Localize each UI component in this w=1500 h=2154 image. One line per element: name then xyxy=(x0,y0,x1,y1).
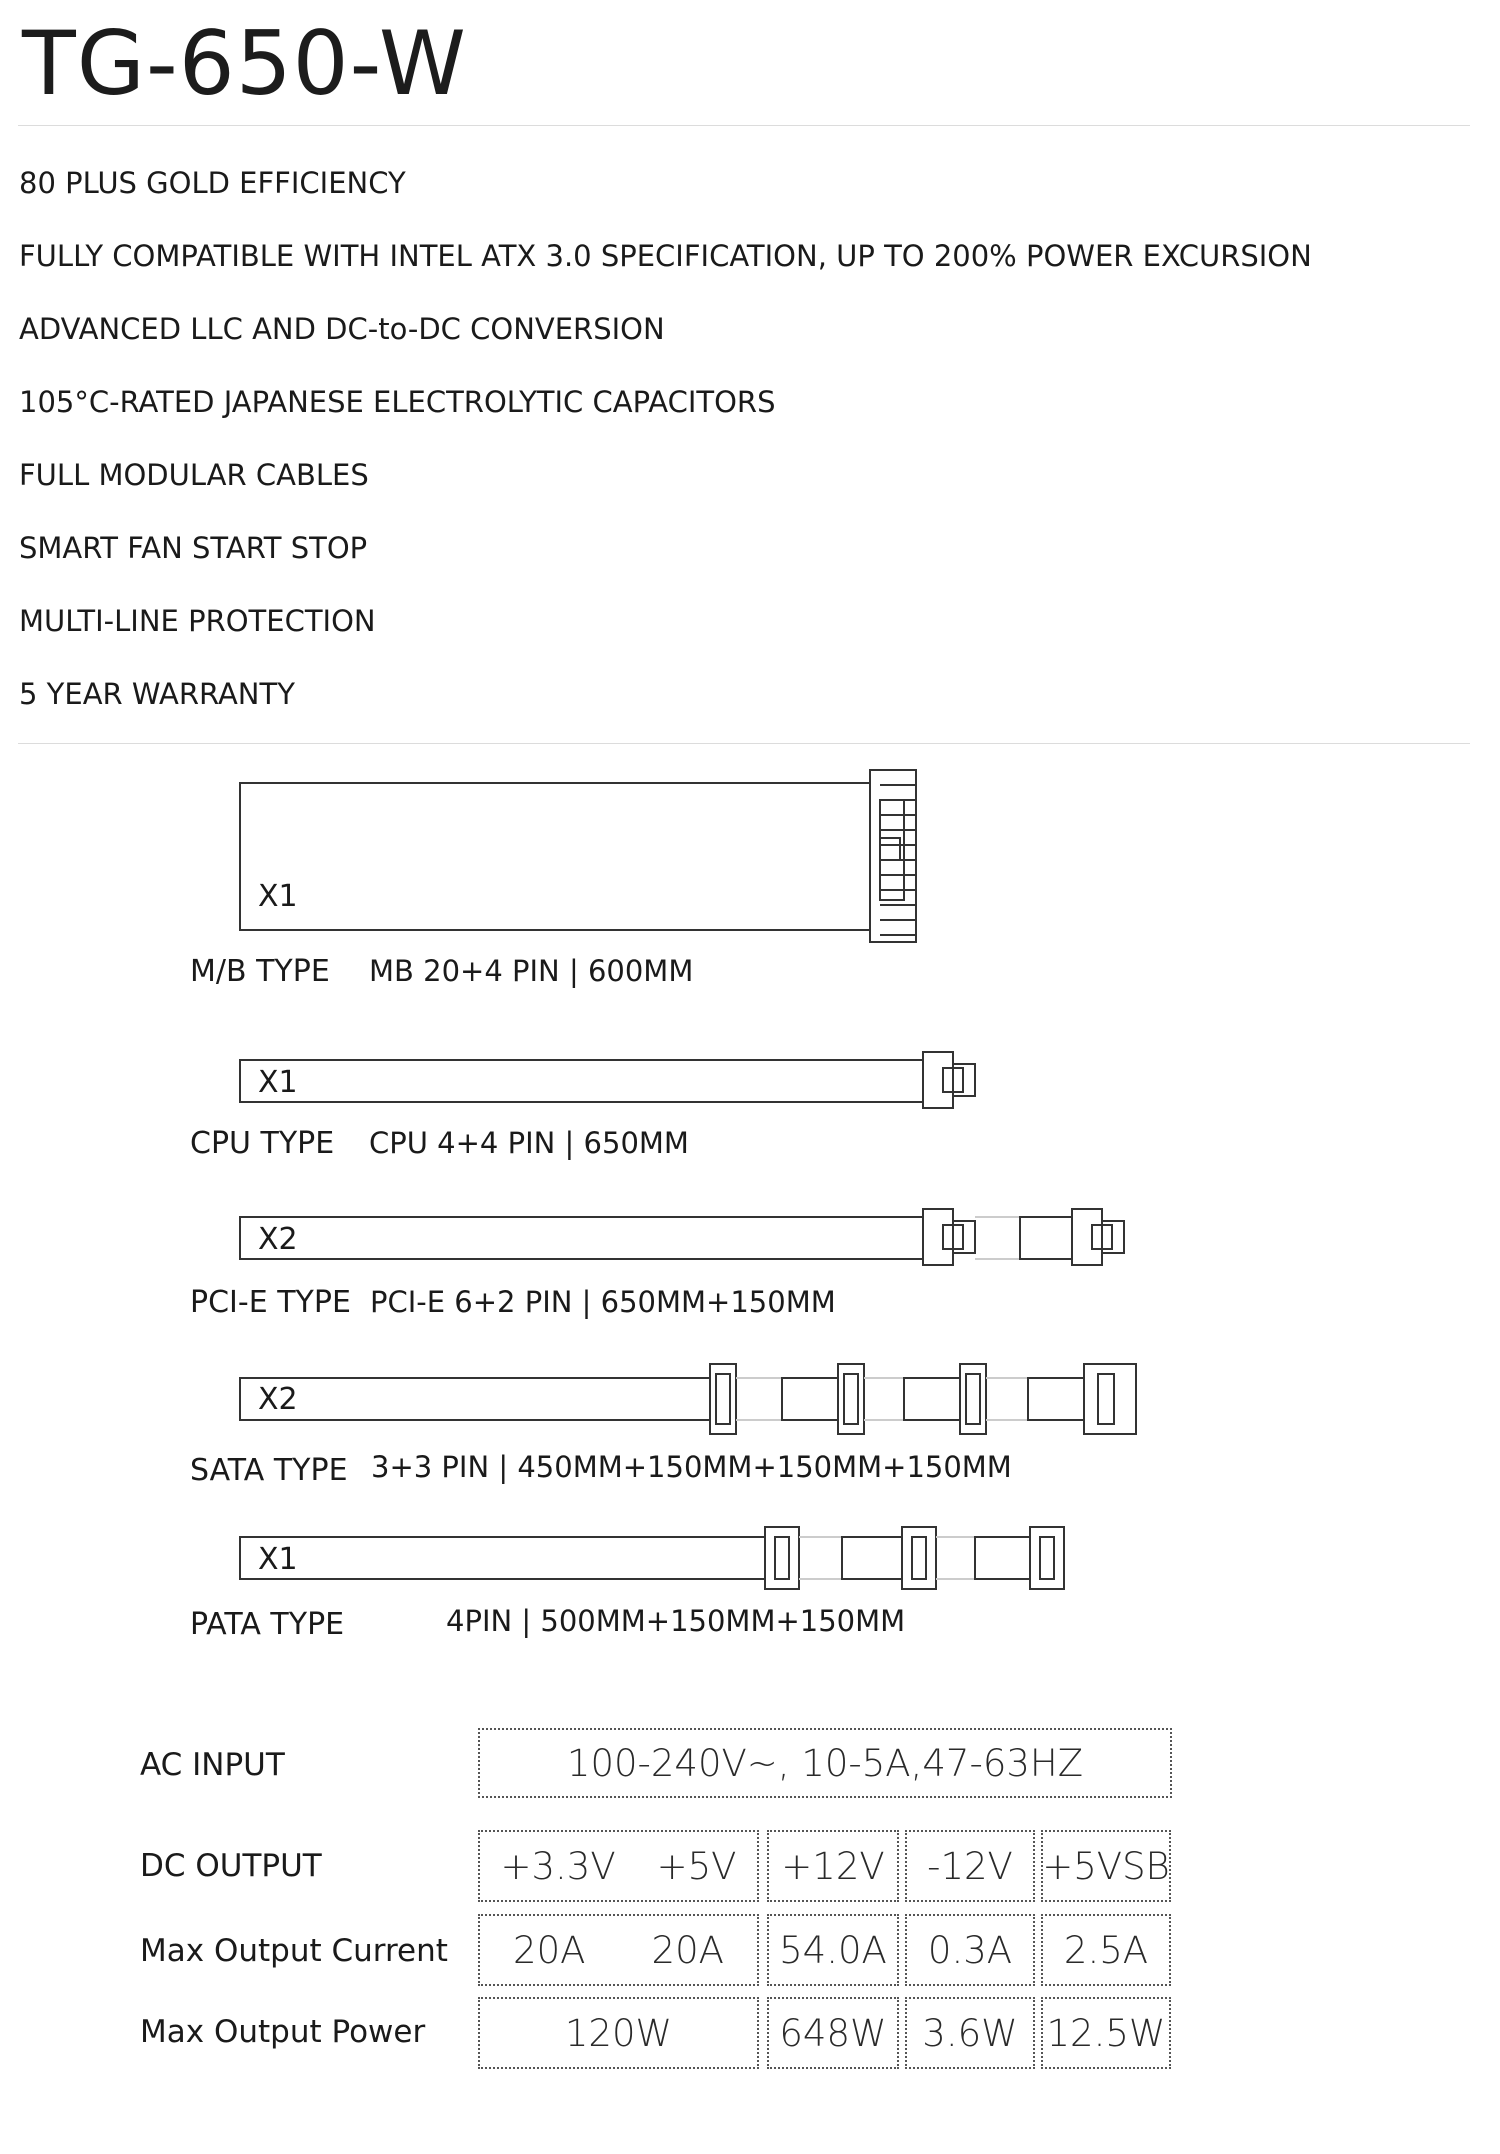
pata-cable-drawing xyxy=(240,1527,1064,1589)
cpu-cable-drawing xyxy=(240,1052,975,1108)
max-power-label: Max Output Power xyxy=(140,2014,426,2050)
feature-item: SMART FAN START STOP xyxy=(19,531,368,565)
mb-qty: X1 xyxy=(258,879,298,914)
feature-item: MULTI-LINE PROTECTION xyxy=(19,604,376,638)
power-cell: 3.6W xyxy=(905,1997,1035,2069)
sata-qty: X2 xyxy=(258,1382,298,1417)
dc-output-cell: -12V xyxy=(905,1830,1035,1902)
cable-spec: CPU 4+4 PIN | 650MM xyxy=(369,1126,689,1160)
cpu-qty: X1 xyxy=(258,1065,298,1100)
power-cell: 648W xyxy=(767,1997,899,2069)
max-current-label: Max Output Current xyxy=(140,1933,448,1969)
page-title: TG-650-W xyxy=(22,12,467,115)
current-cell: 2.5A xyxy=(1041,1914,1171,1986)
dc-output-label: DC OUTPUT xyxy=(140,1848,322,1884)
cable-type-label: PATA TYPE xyxy=(190,1607,345,1642)
pcie-qty: X2 xyxy=(258,1222,298,1257)
cable-type-label: CPU TYPE xyxy=(190,1126,335,1161)
dc-output-cell: +5VSB xyxy=(1041,1830,1171,1902)
cable-spec: 4PIN | 500MM+150MM+150MM xyxy=(446,1604,906,1638)
cable-spec: PCI-E 6+2 PIN | 650MM+150MM xyxy=(370,1285,836,1319)
pata-qty: X1 xyxy=(258,1542,298,1577)
feature-item: FULL MODULAR CABLES xyxy=(19,458,369,492)
power-cell: 12.5W xyxy=(1041,1997,1171,2069)
current-3v3-5v xyxy=(478,1914,759,1986)
dc-output-cell: +5V xyxy=(656,1844,737,1888)
feature-item: FULLY COMPATIBLE WITH INTEL ATX 3.0 SPECIFICATION, UP TO 200% POWER EXCURSION xyxy=(19,239,1312,273)
feature-item: ADVANCED LLC AND DC-to-DC CONVERSION xyxy=(19,312,665,346)
cable-type-label: SATA TYPE xyxy=(190,1453,348,1488)
current-cell: 0.3A xyxy=(905,1914,1035,1986)
cable-spec: 3+3 PIN | 450MM+150MM+150MM+150MM xyxy=(371,1450,1012,1484)
feature-item: 5 YEAR WARRANTY xyxy=(19,677,295,711)
dc-output-cell: +3.3V xyxy=(500,1844,616,1888)
cable-type-label: PCI-E TYPE xyxy=(190,1285,351,1320)
cable-type-label: M/B TYPE xyxy=(190,954,330,989)
feature-item: 80 PLUS GOLD EFFICIENCY xyxy=(19,166,406,200)
cable-spec: MB 20+4 PIN | 600MM xyxy=(369,954,694,988)
mb-cable-drawing xyxy=(240,770,916,942)
current-cell: 20A xyxy=(513,1928,586,1972)
ac-input-label: AC INPUT xyxy=(140,1747,285,1783)
current-cell: 20A xyxy=(651,1928,724,1972)
dc-output-3v3-5v xyxy=(478,1830,759,1902)
feature-item: 105°C-RATED JAPANESE ELECTROLYTIC CAPACITORS xyxy=(19,385,776,419)
power-cell: 120W xyxy=(478,1997,759,2069)
current-cell: 54.0A xyxy=(767,1914,899,1986)
ac-input-value: 100-240V~, 10-5A,47-63HZ xyxy=(478,1728,1172,1798)
sata-cable-drawing xyxy=(240,1364,1136,1434)
pcie-cable-drawing xyxy=(240,1209,1124,1265)
dc-output-cell: +12V xyxy=(767,1830,899,1902)
